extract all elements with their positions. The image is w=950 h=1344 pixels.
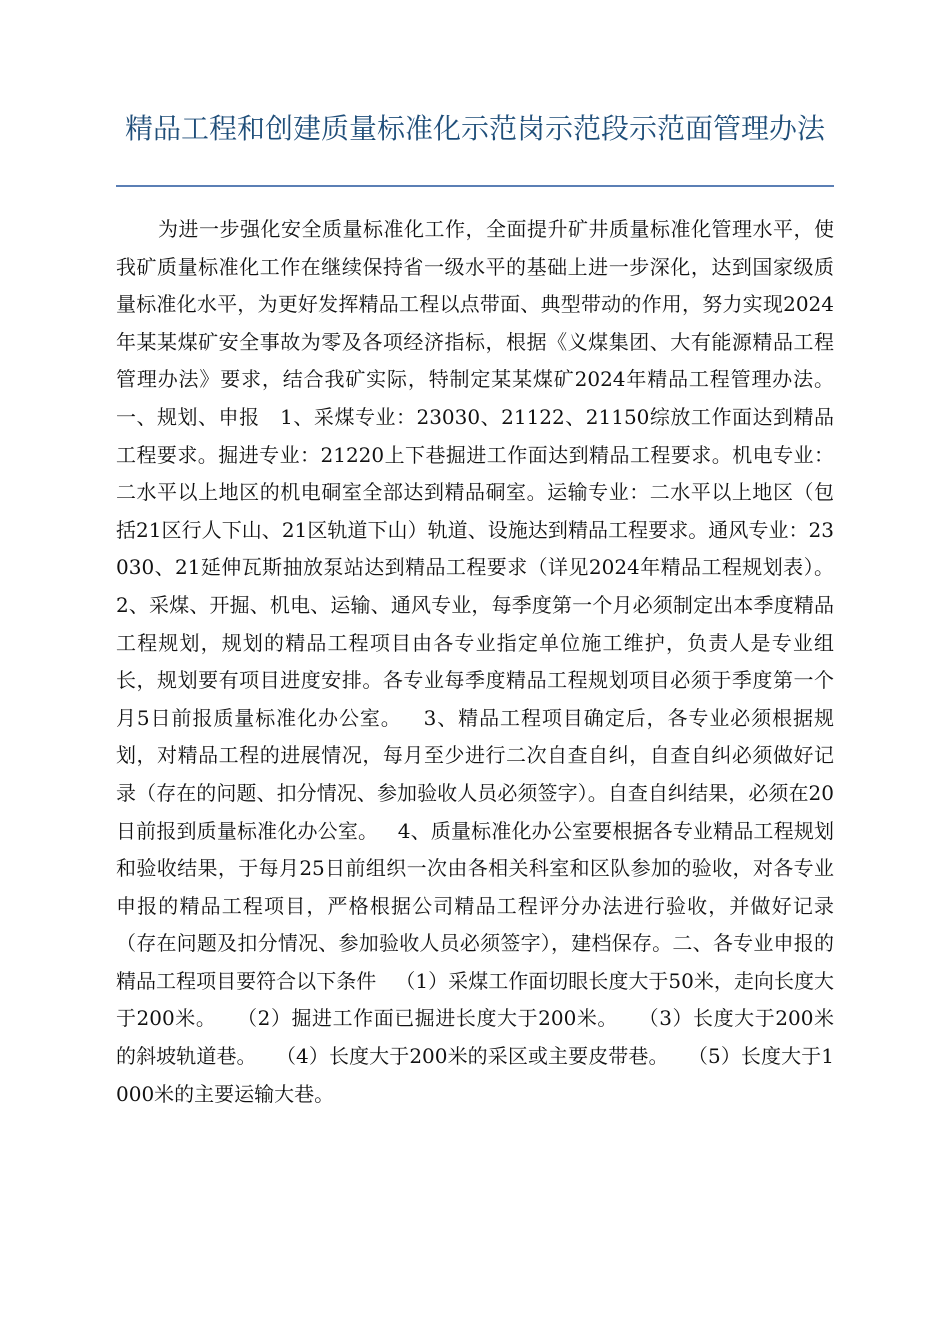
document-title: 精品工程和创建质量标准化示范岗示范段示范面管理办法 [124,112,825,145]
document-body: 为进一步强化安全质量标准化工作，全面提升矿井质量标准化管理水平，使我矿质量标准化工作在继续保持省一级水平的基础上进一步深化，达到国家级质量标准化水平，为更好发挥精品工程以点带面、典型带动的作用，努力实现2024年某某煤矿安全事故为零及各项经济指标，根据《义煤集团、大有能源精品工程管理办法》要求，结合我矿实际，特制定某某煤矿2024年精品工程管理办法。 一、规划、申报 1、采煤专业：23030、21122、21150综放工作面达到精品工程要求。掘进专业：21220上下巷掘进工作面达到精品工程要求。机电专业：二水平以上地区的机电硐室全部达到精品硐室。运输专业：二水平以上地区（包括21区行人下山、21区轨道下山）轨道、设施达到精品工程要求。通风专业：23030、21延伸瓦斯抽放泵站达到精品工程要求（详见2024年精品工程规划表）。 2、采煤、开掘、机电、运输、通风专业，每季度第一个月必须制定出本季度精品工程规划，规划的精品工程项目由各专业指定单位施工维护，负责人是专业组长，规划要有项目进度安排。各专业每季度精品工程规划项目必须于季度第一个月5日前报质量标准化办公室。 3、精品工程项目确定后，各专业必须根据规划，对精品工程的进展情况，每月至少进行二次自查自纠，自查自纠必须做好记录（存在的问题、扣分情况、参加验收人员必须签字）。自查自纠结果，必须在20日前报到质量标准化办公室。 4、质量标准化办公室要根据各专业精品工程规划和验收结果，于每月25日前组织一次由各相关科室和区队参加的验收，对各专业申报的精品工程项目，严格根据公司精品工程评分办法进行验收，并做好记录（存在问题及扣分情况、参加验收人员必须签字），建档保存。二、各专业申报的精品工程项目要符合以下条件 （1）采煤工作面切眼长度大于50米，走向长度大于200米。 （2）掘进工作面已掘进长度大于200米。 （3）长度大于200米的斜坡轨道巷。 （4）长度大于200米的采区或主要皮带巷。 （5）长度大于1000米的主要运输大巷。 [116,217,854,1106]
title-divider [116,185,834,187]
